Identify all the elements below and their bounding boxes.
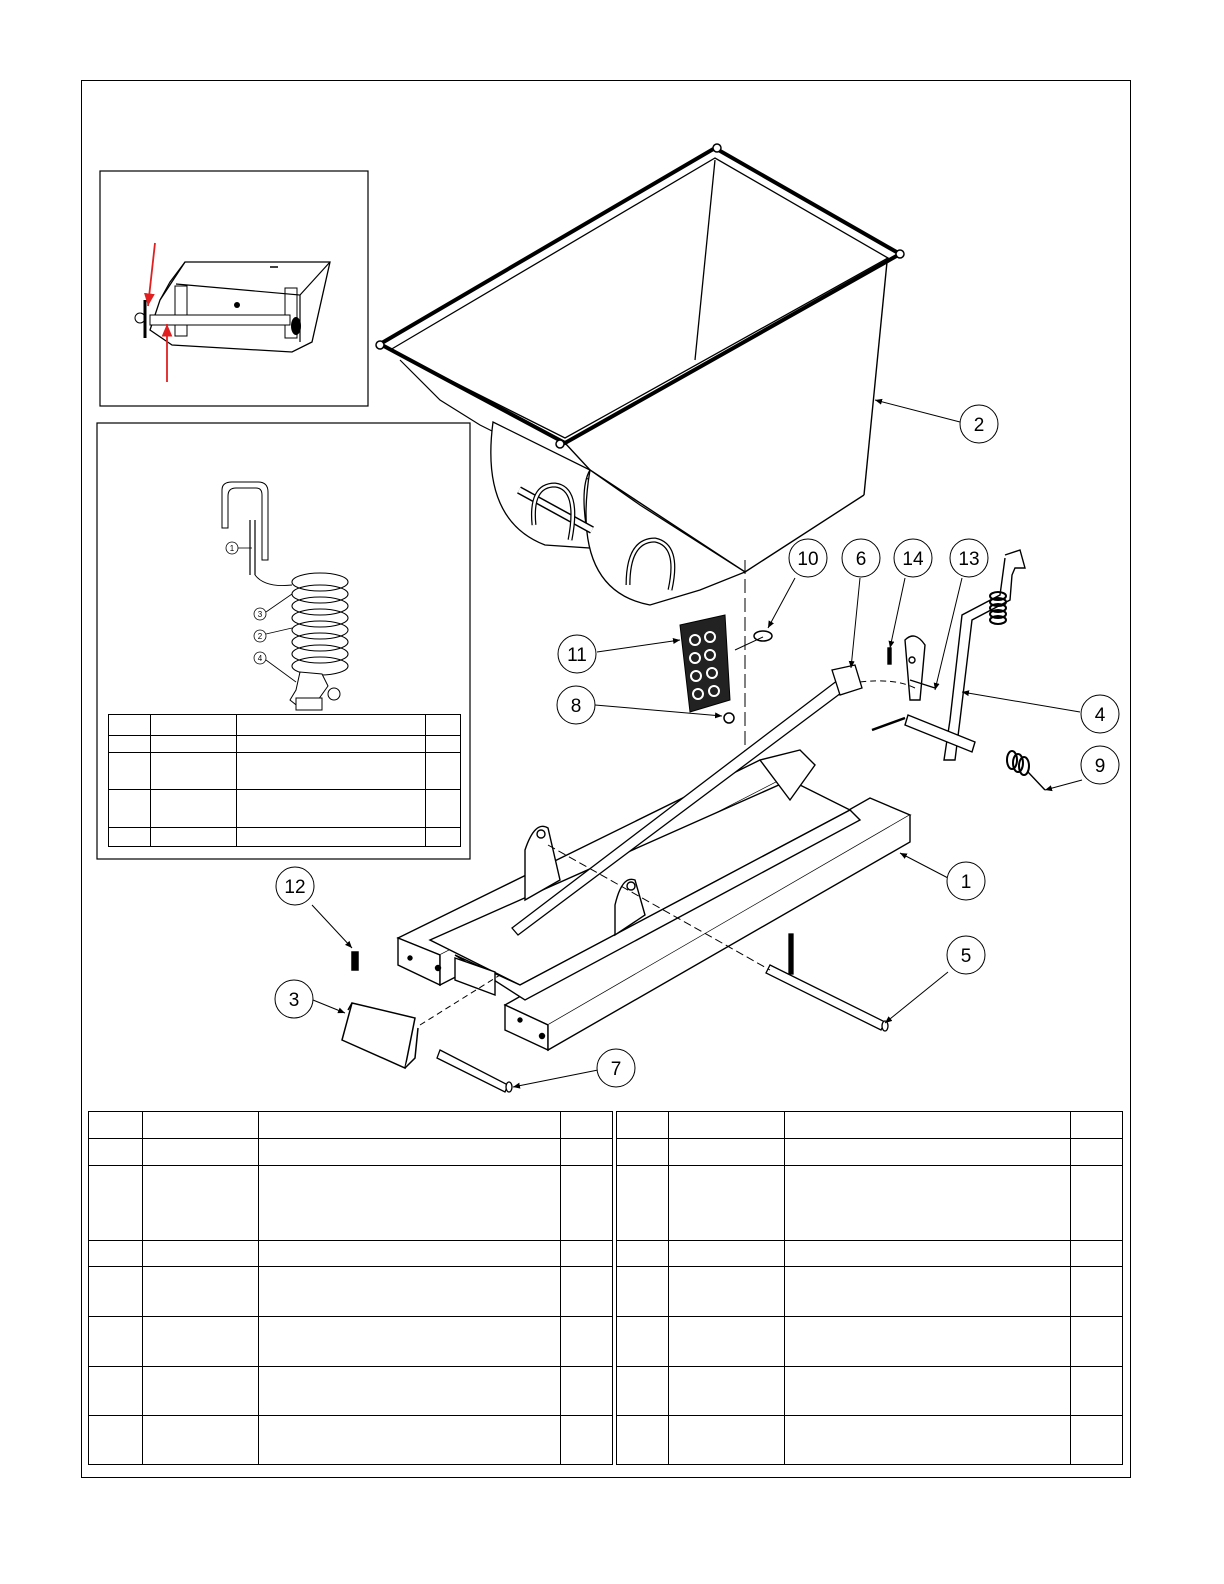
- svg-text:10: 10: [797, 549, 819, 570]
- svg-text:7: 7: [610, 1059, 622, 1080]
- svg-text:3: 3: [288, 990, 300, 1011]
- svg-text:12: 12: [284, 877, 306, 898]
- callout-7: [597, 1049, 635, 1087]
- svg-text:14: 14: [902, 549, 924, 570]
- latch-lever-assembly: [872, 550, 1045, 790]
- inset-callout-2: 2: [257, 632, 263, 641]
- callout-12: [276, 867, 314, 905]
- inset-callout-3: 3: [257, 610, 263, 619]
- callout-5: [947, 936, 985, 974]
- svg-text:11: 11: [567, 645, 587, 666]
- svg-text:13: 13: [958, 549, 980, 570]
- callout-10: [789, 539, 827, 577]
- parts-list-table-left: [88, 1111, 613, 1465]
- callout-9: [1081, 746, 1119, 784]
- svg-text:8: 8: [570, 696, 582, 717]
- callout-8: [557, 686, 595, 724]
- hopper-bin: [376, 144, 904, 605]
- svg-text:9: 9: [1094, 756, 1106, 777]
- callout-14: [894, 539, 932, 577]
- callout-13: [950, 539, 988, 577]
- parts-list-table-right: [616, 1111, 1123, 1465]
- svg-text:4: 4: [1094, 705, 1106, 726]
- callout-4: [1081, 695, 1119, 733]
- callout-1: [947, 862, 985, 900]
- svg-text:2: 2: [973, 415, 985, 436]
- pin-detail-inset: [100, 171, 368, 406]
- svg-text:6: 6: [855, 549, 867, 570]
- callout-2: [960, 405, 998, 443]
- inset-parts-table: [108, 714, 461, 847]
- callout-11: [558, 635, 596, 673]
- inset-callout-1: 1: [229, 544, 235, 553]
- small-hardware: [680, 615, 772, 723]
- svg-text:1: 1: [960, 872, 972, 893]
- inset-callout-4: 4: [257, 654, 263, 663]
- callout-6: [842, 539, 880, 577]
- callout-3: [275, 980, 313, 1018]
- svg-text:5: 5: [960, 946, 972, 967]
